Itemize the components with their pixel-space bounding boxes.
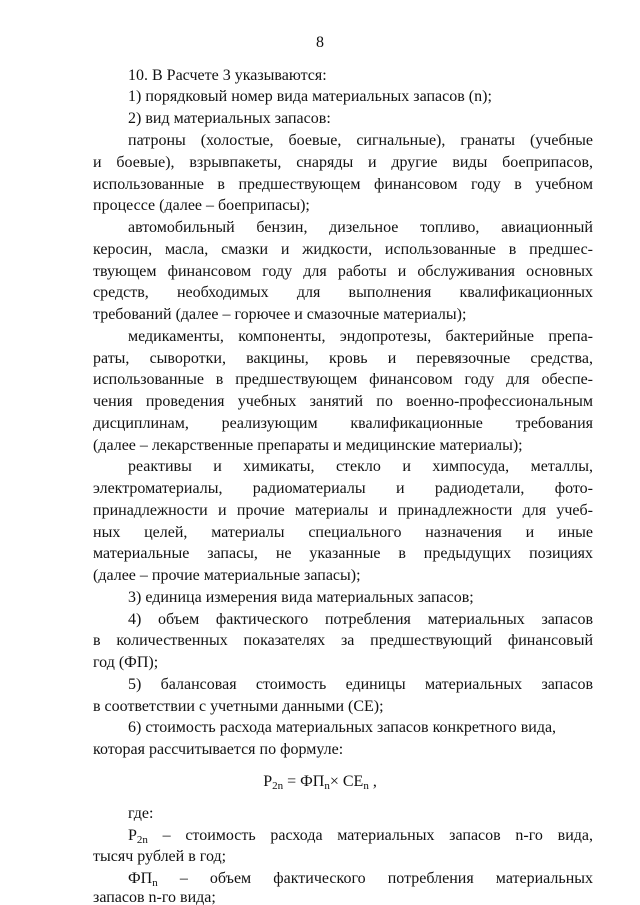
text-line: 5) балансовая стоимость единицы материальных запасов <box>128 676 593 693</box>
text-line: чения проведения учебных занятий по военно-профессиональным <box>93 393 593 410</box>
text-line: использованные в предшествующем финансовом году в учебном <box>93 176 593 193</box>
text-line: реактивы и химикаты, стекло и химпосуда, металлы, <box>128 458 593 475</box>
text-line: (далее – лекарственные препараты и медицинские материалы); <box>93 437 523 454</box>
text-line: 2) вид материальных запасов: <box>128 110 331 127</box>
text-line: дисциплинам, реализующим квалификационные требования <box>93 415 593 432</box>
text-line: требований (далее – горючее и смазочные материалы); <box>93 306 467 323</box>
text-line: запасов n-го вида; <box>93 889 216 905</box>
def-p2n-text: – стоимость расхода материальных запасов n-го вида, <box>147 827 593 844</box>
text-line: 6) стоимость расхода материальных запасов конкретного вида, <box>128 719 557 736</box>
formula-ce-sub: n <box>363 780 369 792</box>
text-line: в соответствии с учетными данными (СЕ); <box>93 698 384 715</box>
text-line: твующем финансовом году для работы и обслуживания основных <box>93 263 593 280</box>
def-fpn-sub: n <box>152 877 158 889</box>
def-p2n-sub: 2n <box>136 834 148 846</box>
text-line: керосин, масла, смазки и жидкости, использованные в предшес- <box>93 241 593 258</box>
text-line: где: <box>128 805 154 822</box>
text-line: ных целей, материалы специального назначения и иные <box>93 524 593 541</box>
formula-eq: = <box>283 773 301 790</box>
text-line: использованные в предшествующем финансовом году для обеспе- <box>93 371 593 388</box>
formula-p-sub: 2n <box>272 780 284 792</box>
formula-ce: СЕ <box>342 773 364 790</box>
text-line: тысяч рублей в год; <box>93 848 227 865</box>
text-line: 4) объем фактического потребления материальных запасов <box>128 611 593 628</box>
text-line: 10. В Расчете 3 указываются: <box>128 67 327 84</box>
formula-fp-sub: n <box>324 780 330 792</box>
text-line: в количественных показателях за предшествующий финансовый <box>93 632 593 649</box>
def-fpn-text: – объем фактического потребления материальных <box>157 870 593 887</box>
page-number: 8 <box>316 34 324 51</box>
text-line: (далее – прочие материальные запасы); <box>93 567 361 584</box>
formula-fp: ФП <box>300 773 325 790</box>
text-line: процессе (далее – боеприпасы); <box>93 197 310 214</box>
formula-tail: , <box>368 773 377 790</box>
text-line: автомобильный бензин, дизельное топливо, авиационный <box>128 219 593 236</box>
def-fpn-base: ФП <box>128 870 153 887</box>
formula-p: Р <box>263 773 273 790</box>
text-line: 1) порядковый номер вида материальных запасов (n); <box>128 88 492 105</box>
text-line: которая рассчитывается по формуле: <box>93 741 344 758</box>
text-line: патроны (холостые, боевые, сигнальные), гранаты (учебные <box>128 132 593 149</box>
text-line: принадлежности и прочие материалы и принадлежности для учеб- <box>93 502 593 519</box>
text-line: средств, необходимых для выполнения квалификационных <box>93 284 593 301</box>
text-line: раты, сыворотки, вакцины, кровь и перевязочные средства, <box>93 350 593 367</box>
text-line: медикаменты, компоненты, эндопротезы, бактерийные препа- <box>128 328 593 345</box>
text-line: год (ФП); <box>93 654 159 671</box>
formula-times: × <box>329 773 343 790</box>
def-p2n-base: Р <box>128 827 137 844</box>
text-line: материальные запасы, не указанные в предыдущих позициях <box>93 545 593 562</box>
formula <box>0 772 640 796</box>
text-line: и боевые), взрывпакеты, снаряды и другие виды боеприпасов, <box>93 154 593 171</box>
text-line: 3) единица измерения вида материальных запасов; <box>128 589 474 606</box>
text-line: электроматериалы, радиоматериалы и радиодетали, фото- <box>93 480 593 497</box>
